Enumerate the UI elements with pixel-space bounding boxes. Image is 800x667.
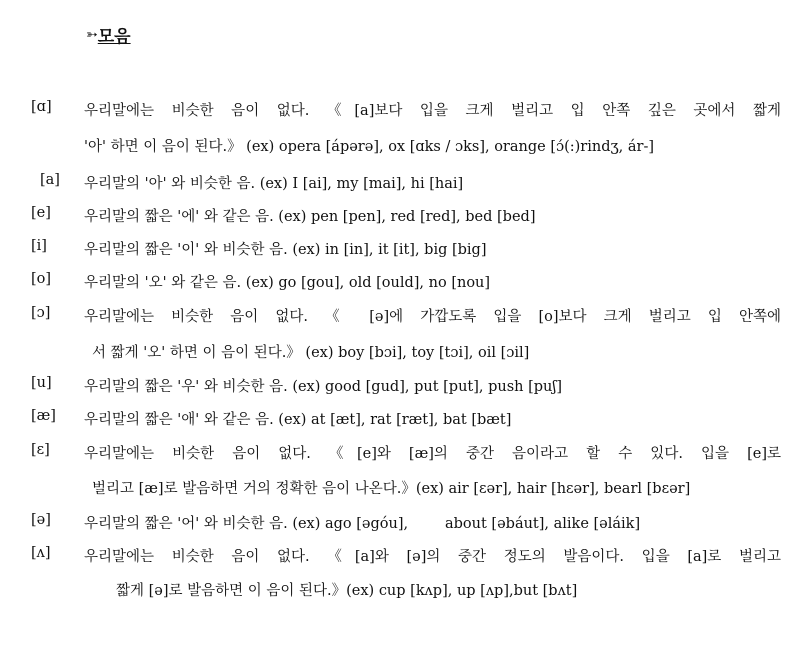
vowel-symbol: [o] xyxy=(31,271,52,287)
vowel-symbol: [ɛ] xyxy=(31,442,50,458)
vowel-symbol: [i] xyxy=(31,238,47,254)
vowel-symbol: [a] xyxy=(40,172,60,188)
vowel-symbol: [ʌ] xyxy=(31,545,51,561)
vowel-symbol: [ɑ] xyxy=(31,99,52,115)
vowel-symbol: [e] xyxy=(31,205,51,221)
entry-line: 우리말의 짧은 '우' 와 비슷한 음. (ex) good [gud], put [put], push [puʃ] xyxy=(84,379,562,395)
entry-line: 우리말의 짧은 '에' 와 같은 음. (ex) pen [pen], red [red], bed [bed] xyxy=(84,209,536,225)
entry-line: 벌리고 [æ]로 발음하면 거의 정확한 음이 나온다.》(ex) air [ɛər], hair [hɛər], bearl [bɛər] xyxy=(92,481,691,497)
entry-line: 우리말의 짧은 '이' 와 비슷한 음. (ex) in [in], it [it], big [big] xyxy=(84,242,487,258)
entry-line: 우리말에는 비슷한 음이 없다. 《[e]와 [æ]의 중간 음이라고 할 수 있다. 입을 [e]로 xyxy=(84,446,781,462)
vowel-symbol: [ɔ] xyxy=(31,305,51,321)
entry-line: 우리말의 '아' 와 비슷한 음. (ex) I [ai], my [mai], hi [hai] xyxy=(84,176,464,192)
entry-line: 우리말의 '오' 와 같은 음. (ex) go [gou], old [ould], no [nou] xyxy=(84,275,491,291)
entry-line: 우리말에는 비슷한 음이 없다. 《 [ə]에 가깝도록 입을 [o]보다 크게 벌리고 입 안쪽에 xyxy=(84,309,781,325)
vowel-symbol: [u] xyxy=(31,375,52,391)
vowel-symbol: [æ] xyxy=(31,408,56,424)
vowel-symbol: [ə] xyxy=(31,512,51,528)
entry-line: '아' 하면 이 음이 된다.》 (ex) opera [ápərə], ox [ɑks / ɔks], orange [ɔ́(:)rindʒ, ár-] xyxy=(84,139,655,155)
entry-line: 우리말에는 비슷한 음이 없다. 《[a]보다 입을 크게 벌리고 입 안쪽 깊은 곳에서 짧게 xyxy=(84,103,781,119)
arrow-icon: ➳ xyxy=(86,26,96,43)
entry-line: 우리말에는 비슷한 음이 없다. 《[a]와 [ə]의 중간 정도의 발음이다. 입을 [a]로 벌리고 xyxy=(84,549,781,565)
entry-line: 우리말의 짧은 '어' 와 비슷한 음. (ex) ago [əgóu], about [əbáut], alike [əláik] xyxy=(84,516,641,532)
section-title: 모음 xyxy=(97,27,131,47)
entry-line: 서 짧게 '오' 하면 이 음이 된다.》 (ex) boy [bɔi], toy [tɔi], oil [ɔil] xyxy=(92,345,530,361)
entry-line: 짧게 [ə]로 발음하면 이 음이 된다.》(ex) cup [kʌp], up [ʌp],but [bʌt] xyxy=(116,583,578,599)
entry-line: 우리말의 짧은 '애' 와 같은 음. (ex) at [æt], rat [ræt], bat [bæt] xyxy=(84,412,512,428)
